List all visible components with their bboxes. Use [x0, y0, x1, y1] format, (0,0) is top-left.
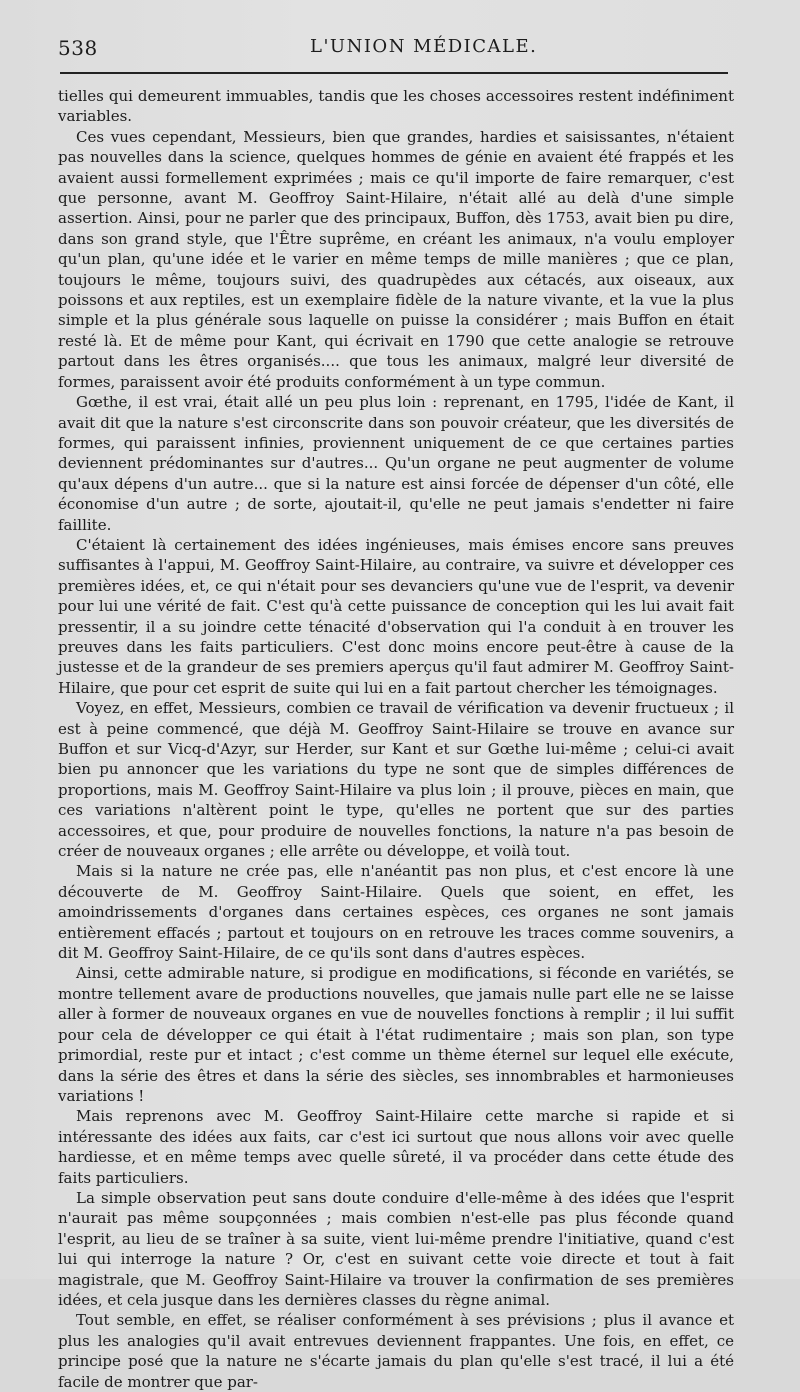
paragraph: Ces vues cependant, Messieurs, bien que grandes, hardies et saisissantes, n'étaient pas nouvelles dans la science, quelques hommes de génie en avaient été frappés et les avaient aussi formellement exprimées ; mais ce qu'il importe de faire remarquer, c'est que personne, avant M. Geoffroy Saint-Hilaire, n'était allé au delà d'une simple assertion. Ainsi, pour ne parler que des principaux, Buffon, dès 1753, avait bien pu dire, dans son grand style, que l'Être suprême, en créant les animaux, n'a voulu employer qu'un plan, qu'une idée et le varier en même temps de mille manières ; que ce plan, toujours le même, toujours suivi, des quadrupèdes aux cétacés, aux oiseaux, aux poissons et aux reptiles, est un exemplaire fidèle de la nature vivante, et la vue la plus simple et la plus générale sous laquelle on puisse la considérer ; mais Buffon en était resté là. Et de même pour Kant, qui écrivait en 1790 que cette analogie se retrouve partout dans les êtres organisés.... que tous les animaux, malgré leur diversité de formes, paraissent avoir été produits conformément à un type commun.	[58, 127, 734, 391]
paragraph: Voyez, en effet, Messieurs, combien ce travail de vérification va devenir fructueux ; il est à peine commencé, que déjà M. Geoffroy Saint-Hilaire se trouve en avance sur Buffon et sur Vicq-d'Azyr, sur Herder, sur Kant et sur Gœthe lui-même ; celui-ci avait bien pu annoncer que les variations du type ne sont que de simples différences de proportions, mais M. Geoffroy Saint-Hilaire va plus loin ; il prouve, pièces en main, que ces variations n'altèrent point le type, qu'elles ne portent que sur des parties accessoires, et que, pour produire de nouvelles fonctions, la nature n'a pas besoin de créer de nouveaux organes ; elle arrête ou développe, et voilà tout.	[58, 699, 734, 861]
paragraph: tielles qui demeurent immuables, tandis que les choses accessoires restent indéfiniment variables.	[58, 87, 734, 126]
paragraph: Gœthe, il est vrai, était allé un peu plus loin : reprenant, en 1795, l'idée de Kant, il avait dit que la nature s'est circonscrite dans son pouvoir créateur, que les diversités de formes, qui paraissent infinies, proviennent uniquement de ce que certaines parties deviennent prédominantes sur d'autres... Qu'un organe ne peut augmenter de volume qu'aux dépens d'un autre... que si la nature est ainsi forcée de dépenser d'un côté, elle économise d'un autre ; de sorte, ajoutait-il, qu'elle ne peut jamais s'endetter ni faire faillite.	[58, 393, 734, 534]
page-header	[0, 30, 800, 66]
paragraph: Tout semble, en effet, se réaliser conformément à ses prévisions ; plus il avance et plus les analogies qu'il avait entrevues deviennent frappantes. Une fois, en effet, ce principe posé que la nature ne s'écarte jamais du plan qu'elle s'est tracé, il lui a été facile de montrer que par-	[58, 1311, 734, 1391]
paragraph: La simple observation peut sans doute conduire d'elle-même à des idées que l'esprit n'aurait pas même soupçonnées ; mais combien n'est-elle pas plus féconde quand l'esprit, au lieu de se traîner à sa suite, vient lui-même prendre l'initiative, quand c'est lui qui interroge la nature ? Or, c'est en suivant cette voie directe et tout à fait magistrale, que M. Geoffroy Saint-Hilaire va trouver la confirmation de ses premières idées, et cela jusque dans les dernières classes du règne animal.	[58, 1188, 734, 1309]
running-title: L'UNION MÉDICALE.	[310, 36, 538, 57]
header-rule	[60, 72, 728, 74]
paragraph: Mais reprenons avec M. Geoffroy Saint-Hilaire cette marche si rapide et si intéressante des idées aux faits, car c'est ici surtout que nous allons voir avec quelle hardiesse, et en même temps avec quelle sûreté, il va procéder dans cette étude des faits particuliers.	[58, 1107, 734, 1187]
paragraph: Mais si la nature ne crée pas, elle n'anéantit pas non plus, et c'est encore là une découverte de M. Geoffroy Saint-Hilaire. Quels que soient, en effet, les amoindrissements d'organes dans certaines espèces, ces organes ne sont jamais entièrement effacés ; partout et toujours on en retrouve les traces comme souvenirs, a dit M. Geoffroy Saint-Hilaire, de ce qu'ils sont dans d'autres espèces.	[58, 862, 734, 963]
paragraph: C'étaient là certainement des idées ingénieuses, mais émises encore sans preuves suffisantes à l'appui, M. Geoffroy Saint-Hilaire, au contraire, va suivre et développer ces premières idées, et, ce qui n'était pour ses devanciers qu'une vue de l'esprit, va devenir pour lui une vérité de fait. C'est qu'à cette puissance de conception qui les lui avait fait pressentir, il a su joindre cette ténacité d'observation qui l'a conduit à en trouver les preuves dans les faits particuliers. C'est donc moins encore peut-être à cause de la justesse et de la grandeur de ses premiers aperçus qu'il faut admirer M. Geoffroy Saint-Hilaire, que pour cet esprit de suite qui lui en a fait partout chercher les témoignages.	[58, 535, 734, 697]
page-number: 538	[58, 36, 98, 60]
body-text	[58, 86, 734, 1392]
paragraph: Ainsi, cette admirable nature, si prodigue en modifications, si féconde en variétés, se montre tellement avare de productions nouvelles, que jamais nulle part elle ne se laisse aller à former de nouveaux organes en vue de nouvelles fonctions à remplir ; il lui suffit pour cela de développer ce qui était à l'état rudimentaire ; mais son plan, son type primordial, reste pur et intact ; c'est comme un thème éternel sur lequel elle exécute, dans la série des êtres et dans la série des siècles, ses innombrables et harmonieuses variations !	[58, 964, 734, 1105]
